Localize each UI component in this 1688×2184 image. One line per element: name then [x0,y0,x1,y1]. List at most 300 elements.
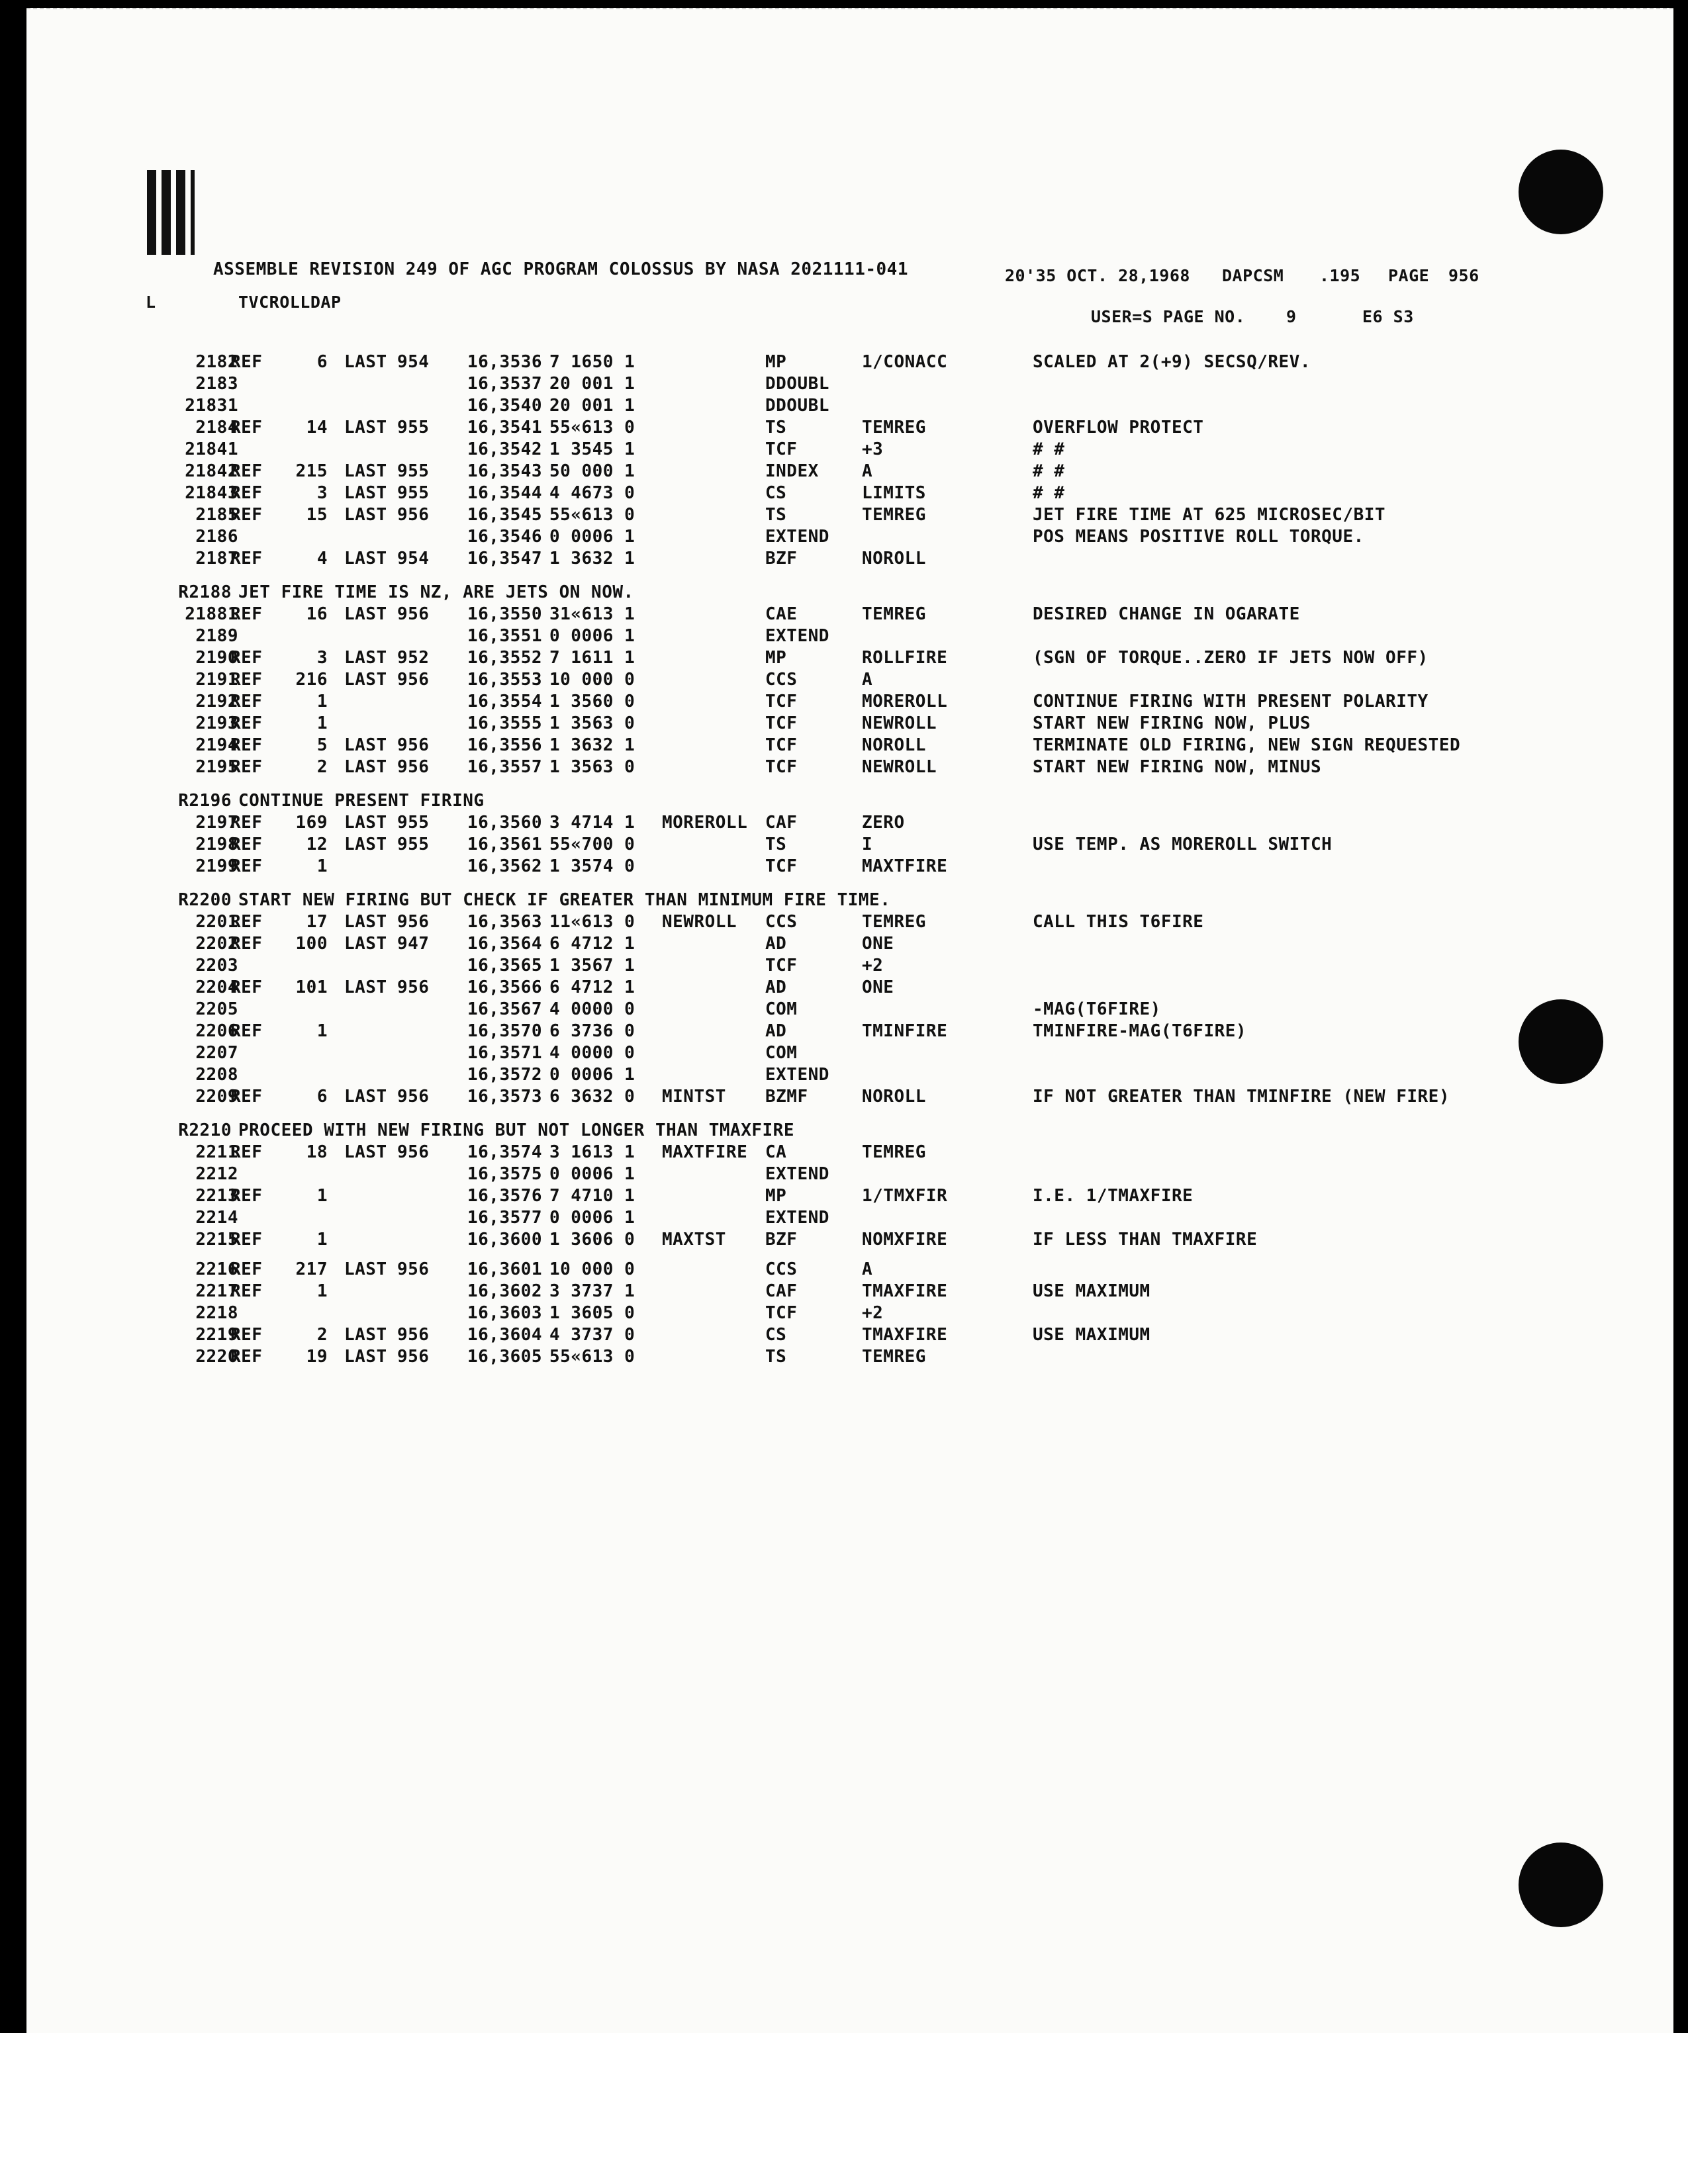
opcode: CS [765,1325,787,1345]
object-code: 4 4673 0 [549,483,635,503]
operand: TMINFIRE [862,1021,948,1041]
address: 16,3555 [467,713,543,733]
opcode: TCF [765,757,798,777]
address: 16,3537 [467,374,543,394]
operand: ONE [862,978,894,997]
object-code: 0 0006 1 [549,1065,635,1085]
object-code: 55«613 0 [549,505,635,525]
address: 16,3551 [467,626,543,646]
ref-count: 100 [295,934,328,954]
ref-marker: REF [230,1325,263,1345]
listing-row [26,1065,1673,1086]
ref-count: 1 [316,1186,328,1206]
last-marker: LAST [344,1347,387,1367]
object-code: 4 3737 0 [549,1325,635,1345]
object-code: 3 3737 1 [549,1281,635,1301]
comment: TMINFIRE-MAG(T6FIRE) [1033,1021,1247,1041]
symbol-label: MAXTST [662,1230,726,1250]
operand: TMAXFIRE [862,1325,948,1345]
opcode: MP [765,648,787,668]
line-number: 2218 [195,1303,238,1323]
line-number: 2193 [195,713,238,733]
listing-row [26,1325,1673,1346]
address: 16,3577 [467,1208,543,1228]
object-code: 55«613 0 [549,1347,635,1367]
opcode: CAF [765,1281,798,1301]
address: 16,3552 [467,648,543,668]
object-code: 4 0000 0 [549,1043,635,1063]
opcode: EXTEND [765,527,829,547]
listing-row [26,352,1673,373]
section-title: CONTINUE PRESENT FIRING [238,791,485,811]
opcode: MP [765,352,787,372]
listing-row [26,1259,1673,1281]
line-number: 2195 [195,757,238,777]
listing-row [26,1087,1673,1108]
ref-marker: REF [230,352,263,372]
symbol-label: MAXTFIRE [662,1142,748,1162]
object-code: 6 3632 0 [549,1087,635,1107]
last-page: 956 [397,1259,430,1279]
object-code: 1 3606 0 [549,1230,635,1250]
opcode: TCF [765,1303,798,1323]
ref-marker: REF [230,648,263,668]
address: 16,3566 [467,978,543,997]
ref-marker: REF [230,1230,263,1250]
object-code: 6 3736 0 [549,1021,635,1041]
address: 16,3546 [467,527,543,547]
section-heading [26,791,1673,812]
object-code: 0 0006 1 [549,527,635,547]
object-code: 1 3567 1 [549,956,635,976]
object-code: 0 0006 1 [549,626,635,646]
address: 16,3567 [467,999,543,1019]
line-number: 2203 [195,956,238,976]
comment: -MAG(T6FIRE) [1033,999,1161,1019]
address: 16,3565 [467,956,543,976]
listing-row [26,1347,1673,1368]
listing-row [26,813,1673,834]
listing-row [26,912,1673,933]
opcode: CCS [765,912,798,932]
address: 16,3562 [467,856,543,876]
line-number: 2217 [195,1281,238,1301]
line-number: 2208 [195,1065,238,1085]
line-number: 21843 [185,483,238,503]
object-code: 31«613 1 [549,604,635,624]
line-number: 2198 [195,835,238,854]
line-number: 2194 [195,735,238,755]
line-number: 2199 [195,856,238,876]
line-number: 2197 [195,813,238,833]
object-code: 3 4714 1 [549,813,635,833]
address: 16,3601 [467,1259,543,1279]
ref-count: 6 [316,1087,328,1107]
opcode: TCF [765,692,798,711]
page-number: 956 [1448,266,1479,285]
address: 16,3550 [467,604,543,624]
operand: TEMREG [862,1142,926,1162]
operand: NOROLL [862,1087,926,1107]
operand: LIMITS [862,483,926,503]
comment: SCALED AT 2(+9) SECSQ/REV. [1033,352,1311,372]
opcode: DDOUBL [765,396,829,416]
opcode: TCF [765,439,798,459]
comment: # # [1033,439,1065,459]
ref-count: 216 [295,670,328,690]
comment: START NEW FIRING NOW, MINUS [1033,757,1322,777]
object-code: 4 0000 0 [549,999,635,1019]
line-number: 2191 [195,670,238,690]
address: 16,3547 [467,549,543,569]
comment: # # [1033,483,1065,503]
line-number: 2187 [195,549,238,569]
operand: A [862,461,873,481]
listing-row [26,757,1673,778]
ref-count: 1 [316,856,328,876]
comment: IF LESS THAN TMAXFIRE [1033,1230,1258,1250]
ref-count: 1 [316,1230,328,1250]
comment: # # [1033,461,1065,481]
binder-hole-bottom [1519,1843,1603,1927]
address: 16,3557 [467,757,543,777]
line-number: R2210 [178,1120,232,1140]
line-number: 2182 [195,352,238,372]
ref-count: 215 [295,461,328,481]
line-number: 2220 [195,1347,238,1367]
opcode: EXTEND [765,1208,829,1228]
ref-count: 14 [306,418,328,437]
opcode: CCS [765,670,798,690]
address: 16,3570 [467,1021,543,1041]
user-page-label: USER=S PAGE NO. [1091,307,1246,326]
listing-row [26,692,1673,713]
opcode: INDEX [765,461,819,481]
object-code: 1 3574 0 [549,856,635,876]
listing-page [26,8,1673,2033]
line-number: 2213 [195,1186,238,1206]
last-marker: LAST [344,735,387,755]
opcode: CAF [765,813,798,833]
ref-marker: REF [230,1259,263,1279]
operand: TEMREG [862,604,926,624]
ref-marker: REF [230,483,263,503]
line-number: R2188 [178,582,232,602]
ref-marker: REF [230,1087,263,1107]
ref-marker: REF [230,978,263,997]
listing-row [26,1164,1673,1185]
last-marker: LAST [344,835,387,854]
comment: OVERFLOW PROTECT [1033,418,1204,437]
section-heading [26,890,1673,911]
comment: DESIRED CHANGE IN OGARATE [1033,604,1300,624]
opcode: TCF [765,735,798,755]
last-marker: LAST [344,418,387,437]
page-label: PAGE [1388,266,1430,285]
address: 16,3602 [467,1281,543,1301]
line-number: 2201 [195,912,238,932]
line-number: R2200 [178,890,232,910]
line-number: 2216 [195,1259,238,1279]
object-code: 20 001 1 [549,396,635,416]
comment: (SGN OF TORQUE..ZERO IF JETS NOW OFF) [1033,648,1429,668]
comment: JET FIRE TIME AT 625 MICROSEC/BIT [1033,505,1386,525]
object-code: 1 3545 1 [549,439,635,459]
opcode: TS [765,418,787,437]
opcode: CA [765,1142,787,1162]
section-heading [26,1120,1673,1142]
object-code: 10 000 0 [549,670,635,690]
listing-row [26,374,1673,395]
ref-count: 1 [316,1021,328,1041]
ref-marker: REF [230,713,263,733]
operand: +3 [862,439,884,459]
section-title: START NEW FIRING BUT CHECK IF GREATER THAN MINIMUM FIRE TIME. [238,890,891,910]
opcode: COM [765,1043,798,1063]
line-number: 2189 [195,626,238,646]
ref-count: 3 [316,483,328,503]
operand: 1/TMXFIR [862,1186,948,1206]
last-page: 956 [397,1347,430,1367]
listing-row [26,1186,1673,1207]
comment: IF NOT GREATER THAN TMINFIRE (NEW FIRE) [1033,1087,1450,1107]
line-number: 2215 [195,1230,238,1250]
listing-row [26,1021,1673,1042]
last-page: 956 [397,670,430,690]
last-page: 954 [397,549,430,569]
address: 16,3544 [467,483,543,503]
symbol-label: MINTST [662,1087,726,1107]
ref-count: 17 [306,912,328,932]
object-code: 10 000 0 [549,1259,635,1279]
address: 16,3563 [467,912,543,932]
line-number: 2192 [195,692,238,711]
ref-count: 217 [295,1259,328,1279]
listing-row [26,1208,1673,1229]
fraction-value: .195 [1319,266,1361,285]
last-page: 955 [397,813,430,833]
object-code: 6 4712 1 [549,934,635,954]
ref-marker: REF [230,461,263,481]
address: 16,3540 [467,396,543,416]
line-number: 2185 [195,505,238,525]
operand: NEWROLL [862,713,937,733]
listing-row [26,648,1673,669]
opcode: TCF [765,956,798,976]
last-page: 956 [397,1325,430,1345]
ref-marker: REF [230,856,263,876]
listing-row [26,483,1673,504]
timestamp: 20'35 OCT. 28,1968 [1005,266,1190,285]
address: 16,3543 [467,461,543,481]
ref-count: 16 [306,604,328,624]
last-page: 956 [397,978,430,997]
listing-row [26,735,1673,756]
last-marker: LAST [344,648,387,668]
last-marker: LAST [344,483,387,503]
listing-row [26,978,1673,999]
listing-row [26,1043,1673,1064]
object-code: 1 3563 0 [549,713,635,733]
last-page: 956 [397,505,430,525]
ref-count: 12 [306,835,328,854]
opcode: BZF [765,1230,798,1250]
operand: 1/CONACC [862,352,948,372]
comment: CALL THIS T6FIRE [1033,912,1204,932]
operand: NOROLL [862,549,926,569]
opcode: BZF [765,549,798,569]
object-code: 7 1650 1 [549,352,635,372]
listing-row [26,1303,1673,1324]
ref-count: 2 [316,1325,328,1345]
last-marker: LAST [344,978,387,997]
last-page: 956 [397,757,430,777]
list-prefix: L [146,293,156,312]
last-page: 956 [397,912,430,932]
line-number: 2184 [195,418,238,437]
object-code: 1 3560 0 [549,692,635,711]
listing-row [26,396,1673,417]
operand: +2 [862,1303,884,1323]
address: 16,3542 [467,439,543,459]
line-number: 2211 [195,1142,238,1162]
address: 16,3605 [467,1347,543,1367]
binder-hole-top [1519,150,1603,234]
last-marker: LAST [344,461,387,481]
last-marker: LAST [344,934,387,954]
ref-marker: REF [230,735,263,755]
ref-count: 15 [306,505,328,525]
listing-row [26,527,1673,548]
object-code: 1 3632 1 [549,735,635,755]
last-page: 954 [397,352,430,372]
object-code: 6 4712 1 [549,978,635,997]
ref-marker: REF [230,813,263,833]
log-section-name: TVCROLLDAP [238,293,342,312]
operand: ONE [862,934,894,954]
line-number: 2207 [195,1043,238,1063]
ref-marker: REF [230,1281,263,1301]
ref-count: 6 [316,352,328,372]
operand: MOREROLL [862,692,948,711]
line-number: 2183 [195,374,238,394]
opcode: CS [765,483,787,503]
opcode: TS [765,505,787,525]
ref-count: 1 [316,692,328,711]
opcode: EXTEND [765,1065,829,1085]
comment: START NEW FIRING NOW, PLUS [1033,713,1311,733]
address: 16,3554 [467,692,543,711]
ref-count: 2 [316,757,328,777]
address: 16,3561 [467,835,543,854]
user-page-number: 9 [1286,307,1297,326]
page-bottom-margin [0,2033,1688,2184]
ref-marker: REF [230,1021,263,1041]
opcode: CAE [765,604,798,624]
comment: CONTINUE FIRING WITH PRESENT POLARITY [1033,692,1429,711]
operand: TMAXFIRE [862,1281,948,1301]
listing-row [26,505,1673,526]
section-title: PROCEED WITH NEW FIRING BUT NOT LONGER THAN TMAXFIRE [238,1120,794,1140]
assembly-title: ASSEMBLE REVISION 249 OF AGC PROGRAM COLOSSUS BY NASA 2021111-041 [213,259,908,279]
last-page: 956 [397,604,430,624]
last-page: 956 [397,735,430,755]
line-number: 21842 [185,461,238,481]
listing-row [26,856,1673,878]
object-code: 0 0006 1 [549,1208,635,1228]
last-page: 955 [397,418,430,437]
last-marker: LAST [344,912,387,932]
operand: +2 [862,956,884,976]
ref-count: 1 [316,713,328,733]
object-code: 7 4710 1 [549,1186,635,1206]
operand: TEMREG [862,1347,926,1367]
listing-row [26,418,1673,439]
page-header [26,8,1673,339]
ref-count: 3 [316,648,328,668]
operand: NOMXFIRE [862,1230,948,1250]
opcode: EXTEND [765,1164,829,1184]
listing-row [26,1142,1673,1163]
listing-row [26,461,1673,482]
last-marker: LAST [344,670,387,690]
opcode: TCF [765,713,798,733]
last-marker: LAST [344,1325,387,1345]
ref-marker: REF [230,757,263,777]
last-page: 956 [397,1142,430,1162]
listing-row [26,835,1673,856]
object-code: 7 1611 1 [549,648,635,668]
comment: TERMINATE OLD FIRING, NEW SIGN REQUESTED [1033,735,1461,755]
object-code: 1 3605 0 [549,1303,635,1323]
operand: I [862,835,873,854]
opcode: DDOUBL [765,374,829,394]
object-code: 20 001 1 [549,374,635,394]
ref-count: 19 [306,1347,328,1367]
listing-row [26,956,1673,977]
object-code: 0 0006 1 [549,1164,635,1184]
address: 16,3553 [467,670,543,690]
last-marker: LAST [344,1259,387,1279]
last-marker: LAST [344,1142,387,1162]
line-number: 21831 [185,396,238,416]
address: 16,3575 [467,1164,543,1184]
listing-row [26,626,1673,647]
section-heading [26,582,1673,604]
assembly-listing [26,352,1673,1437]
listing-row [26,999,1673,1021]
ref-marker: REF [230,1142,263,1162]
listing-row [26,439,1673,461]
opcode: MP [765,1186,787,1206]
comment: USE TEMP. AS MOREROLL SWITCH [1033,835,1333,854]
line-number: 21881 [185,604,238,624]
symbol-label: NEWROLL [662,912,737,932]
line-number: 2202 [195,934,238,954]
address: 16,3576 [467,1186,543,1206]
line-number: 2219 [195,1325,238,1345]
operand: TEMREG [862,418,926,437]
line-number: 2190 [195,648,238,668]
object-code: 50 000 1 [549,461,635,481]
address: 16,3573 [467,1087,543,1107]
opcode: TS [765,1347,787,1367]
line-number: 2206 [195,1021,238,1041]
comment: USE MAXIMUM [1033,1325,1150,1345]
ref-marker: REF [230,549,263,569]
ref-marker: REF [230,418,263,437]
ref-marker: REF [230,835,263,854]
